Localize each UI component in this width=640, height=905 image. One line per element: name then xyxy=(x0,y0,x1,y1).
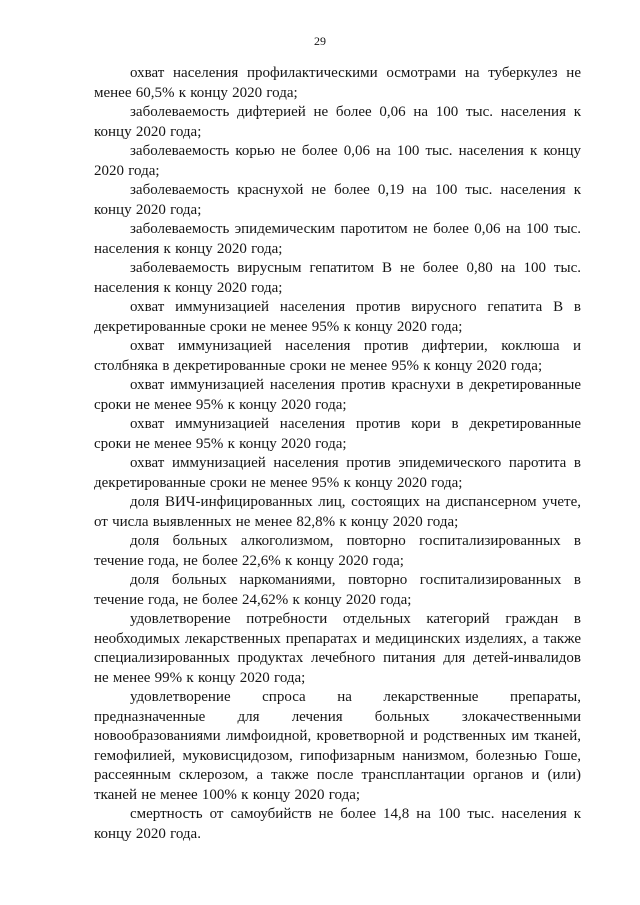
paragraph-alcoholism-rehospitalization: доля больных алкоголизмом, повторно госпитализированных в течение года, не более 22,6% к концу 2020 года; xyxy=(94,533,581,569)
paragraph-hiv-registration: доля ВИЧ-инфицированных лиц, состоящих на диспансерном учете, от числа выявленных не менее 82,8% к концу 2020 года; xyxy=(94,494,581,530)
paragraph-hepatitis-b-immunization: охват иммунизацией населения против вирусного гепатита В в декретированные сроки не менее 95% к концу 2020 года; xyxy=(94,299,581,335)
paragraph-tuberculosis-screening: охват населения профилактическими осмотрами на туберкулез не менее 60,5% к концу 2020 года; xyxy=(94,65,581,101)
paragraph-suicide-mortality: смертность от самоубийств не более 14,8 на 100 тыс. населения к концу 2020 года. xyxy=(94,806,581,842)
paragraph-diphtheria-incidence: заболеваемость дифтерией не более 0,06 на 100 тыс. населения к концу 2020 года; xyxy=(94,104,581,140)
paragraph-rubella-immunization: охват иммунизацией населения против краснухи в декретированные сроки не менее 95% к концу 2020 года; xyxy=(94,377,581,413)
paragraph-medication-supply: удовлетворение потребности отдельных категорий граждан в необходимых лекарственных препаратах и медицинских изделиях, а также специализированных продуктах лечебного питания для детей-инвалидов не менее 99% к концу 2020 года; xyxy=(94,611,581,686)
paragraph-rubella-incidence: заболеваемость краснухой не более 0,19 на 100 тыс. населения к концу 2020 года; xyxy=(94,182,581,218)
paragraph-oncology-medication-demand: удовлетворение спроса на лекарственные препараты, предназначенные для лечения больных злокачественными новообразованиями лимфоидной, кроветворной и родственных им тканей, гемофилией, муковисцидозом, гипофизарным нанизмом, болезнью Гоше, рассеянным склерозом, а также после трансплантации органов и (или) тканей не менее 100% к концу 2020 года; xyxy=(94,689,581,803)
paragraph-measles-immunization: охват иммунизацией населения против кори в декретированные сроки не менее 95% к концу 2020 года; xyxy=(94,416,581,452)
paragraph-mumps-incidence: заболеваемость эпидемическим паротитом не более 0,06 на 100 тыс. населения к концу 2020 года; xyxy=(94,221,581,257)
paragraph-measles-incidence: заболеваемость корью не более 0,06 на 100 тыс. населения к концу 2020 года; xyxy=(94,143,581,179)
paragraph-dtp-immunization: охват иммунизацией населения против дифтерии, коклюша и столбняка в декретированные сроки не менее 95% к концу 2020 года; xyxy=(94,338,581,374)
page-number: 29 xyxy=(314,34,326,48)
document-body xyxy=(94,64,581,844)
paragraph-mumps-immunization: охват иммунизацией населения против эпидемического паротита в декретированные сроки не менее 95% к концу 2020 года; xyxy=(94,455,581,491)
paragraph-hepatitis-b-incidence: заболеваемость вирусным гепатитом В не более 0,80 на 100 тыс. населения к концу 2020 года; xyxy=(94,260,581,296)
paragraph-drug-addiction-rehospitalization: доля больных наркоманиями, повторно госпитализированных в течение года, не более 24,62% к концу 2020 года; xyxy=(94,572,581,608)
